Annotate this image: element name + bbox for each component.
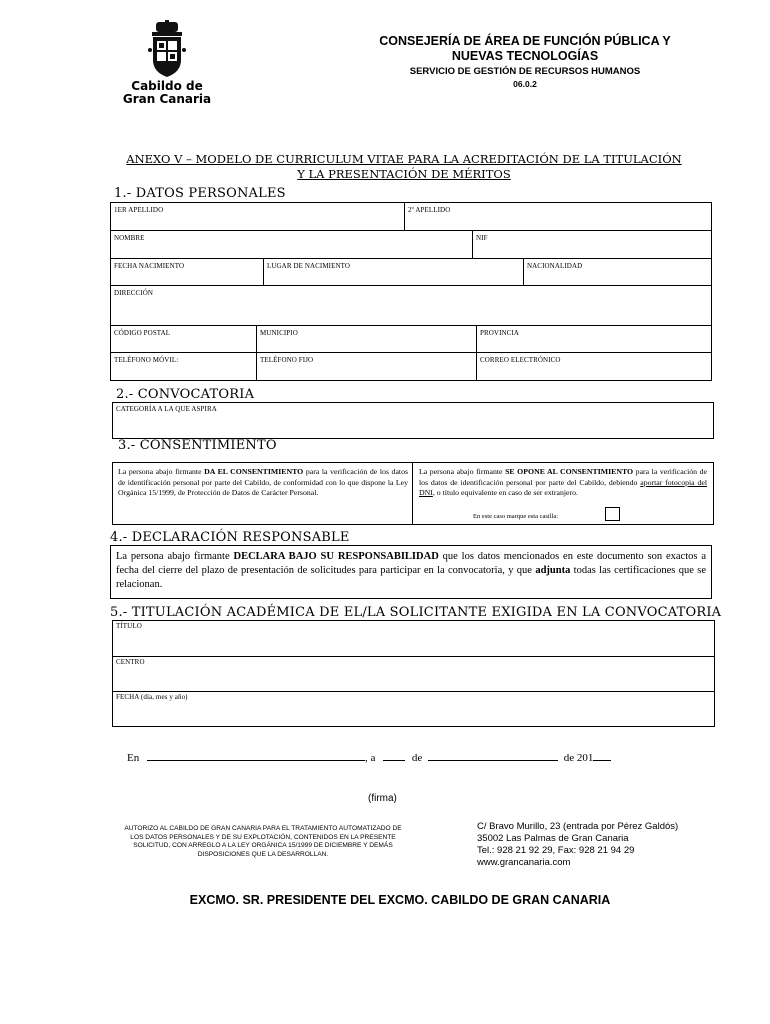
signature-place-date: En , a de de 201 <box>127 752 611 764</box>
authorization-text: AUTORIZO AL CABILDO DE GRAN CANARIA PARA EL TRATAMIENTO AUTOMATIZADO DE LOS DATOS PERSONALES Y DE SU EXPLOTACIÓN, CONTENIDOS EN LA PRESENTE SOLICITUD, CON ARREGLO A LA LEY ORGÁNICA 15/1999 DE DICIEMBRE Y DEMÁS DISPOSICIONES QUE LA DESARROLLAN. <box>124 825 402 858</box>
website-link[interactable]: www.grancanaria.com <box>477 857 571 868</box>
coat-of-arms-logo <box>148 20 186 82</box>
document-title: ANEXO V – MODELO DE CURRICULUM VITAE PARA LA ACREDITACIÓN DE LA TITULACIÓN Y LA PRESENTACIÓN DE MÉRITOS <box>126 152 682 181</box>
field-anio-firma[interactable] <box>593 760 611 761</box>
field-lugar-firma[interactable] <box>147 760 365 761</box>
field-nombre[interactable]: NOMBRE <box>111 231 473 259</box>
firma-label: (firma) <box>368 793 397 804</box>
header-subtitle: SERVICIO DE GESTIÓN DE RECURSOS HUMANOS <box>409 66 641 77</box>
section-2-heading: 2.- CONVOCATORIA <box>116 387 255 402</box>
field-nif[interactable]: NIF <box>473 231 712 259</box>
oppose-checkbox[interactable] <box>605 507 620 521</box>
field-municipio[interactable]: MUNICIPIO <box>257 326 477 353</box>
field-fecha-nacimiento[interactable]: FECHA NACIMIENTO <box>111 259 264 286</box>
field-titulo[interactable]: TÍTULO <box>113 621 714 657</box>
section-5-heading: 5.- TITULACIÓN ACADÉMICA DE EL/LA SOLICITANTE EXIGIDA EN LA CONVOCATORIA <box>110 605 722 620</box>
declaration-text: La persona abajo firmante DECLARA BAJO SU RESPONSABILIDAD que los datos mencionados en este documento son exactos a fecha del cierre del plazo de presentación de solicitudes para participar en la convocatoria, y que adjunta todas las certificaciones que se relacionan. <box>116 551 706 590</box>
field-correo-electronico[interactable]: CORREO ELECTRÓNICO <box>477 353 712 381</box>
personal-data-table <box>110 202 712 381</box>
field-apellido2[interactable]: 2º APELLIDO <box>405 203 712 231</box>
header <box>330 34 720 89</box>
address-block: C/ Bravo Murillo, 23 (entrada por Pérez Galdós) 35002 Las Palmas de Gran Canaria Tel.: 928 21 92 29, Fax: 928 21 94 29 www.grancanaria.com <box>477 821 679 868</box>
logo-text: Cabildo de Gran Canaria <box>122 79 212 106</box>
section-3-heading: 3.- CONSENTIMIENTO <box>118 438 277 453</box>
field-apellido1[interactable]: 1ER APELLIDO <box>111 203 405 231</box>
field-lugar-nacimiento[interactable]: LUGAR DE NACIMIENTO <box>264 259 524 286</box>
consent-give[interactable]: La persona abajo firmante DA EL CONSENTIMIENTO para la verificación de los datos de identificación personal por parte del Cabildo, de conformidad con lo que dispone la Ley Orgánica 15/1999, de Protección de Datos de Carácter Personal. <box>118 467 409 497</box>
declaration-box <box>110 545 712 599</box>
field-fecha-titulo[interactable]: FECHA (día, mes y año) <box>116 693 188 701</box>
header-code: 06.0.2 <box>513 79 537 89</box>
casilla-label: En este caso marque esta casilla: <box>473 513 559 520</box>
consent-table <box>112 462 714 525</box>
field-codigo-postal[interactable]: CÓDIGO POSTAL <box>111 326 257 353</box>
field-nacionalidad[interactable]: NACIONALIDAD <box>524 259 712 286</box>
header-title: CONSEJERÍA DE ÁREA DE FUNCIÓN PÚBLICA Y NUEVAS TECNOLOGÍAS <box>379 34 671 63</box>
field-centro[interactable]: CENTRO <box>113 657 714 692</box>
section-4-heading: 4.- DECLARACIÓN RESPONSABLE <box>110 530 350 545</box>
field-mes-firma[interactable] <box>428 760 558 761</box>
field-provincia[interactable]: PROVINCIA <box>477 326 712 353</box>
footer-addressee: EXCMO. SR. PRESIDENTE DEL EXCMO. CABILDO DE GRAN CANARIA <box>189 893 611 907</box>
field-telefono-fijo[interactable]: TELÉFONO FIJO <box>257 353 477 381</box>
titulacion-table <box>112 620 715 727</box>
field-telefono-movil[interactable]: TELÉFONO MÓVIL: <box>111 353 257 381</box>
field-dia-firma[interactable] <box>383 760 405 761</box>
section-1-heading: 1.- DATOS PERSONALES <box>114 186 286 201</box>
consent-oppose[interactable]: La persona abajo firmante SE OPONE AL CONSENTIMIENTO para la verificación de los datos de identificación personal por parte del Cabildo, debiendo aportar fotocopia del DNI, o título equivalente en caso de ser extranjero. <box>419 467 708 497</box>
field-direccion[interactable]: DIRECCIÓN <box>111 286 712 326</box>
field-categoria[interactable]: CATEGORÍA A LA QUE ASPIRA <box>112 402 714 439</box>
